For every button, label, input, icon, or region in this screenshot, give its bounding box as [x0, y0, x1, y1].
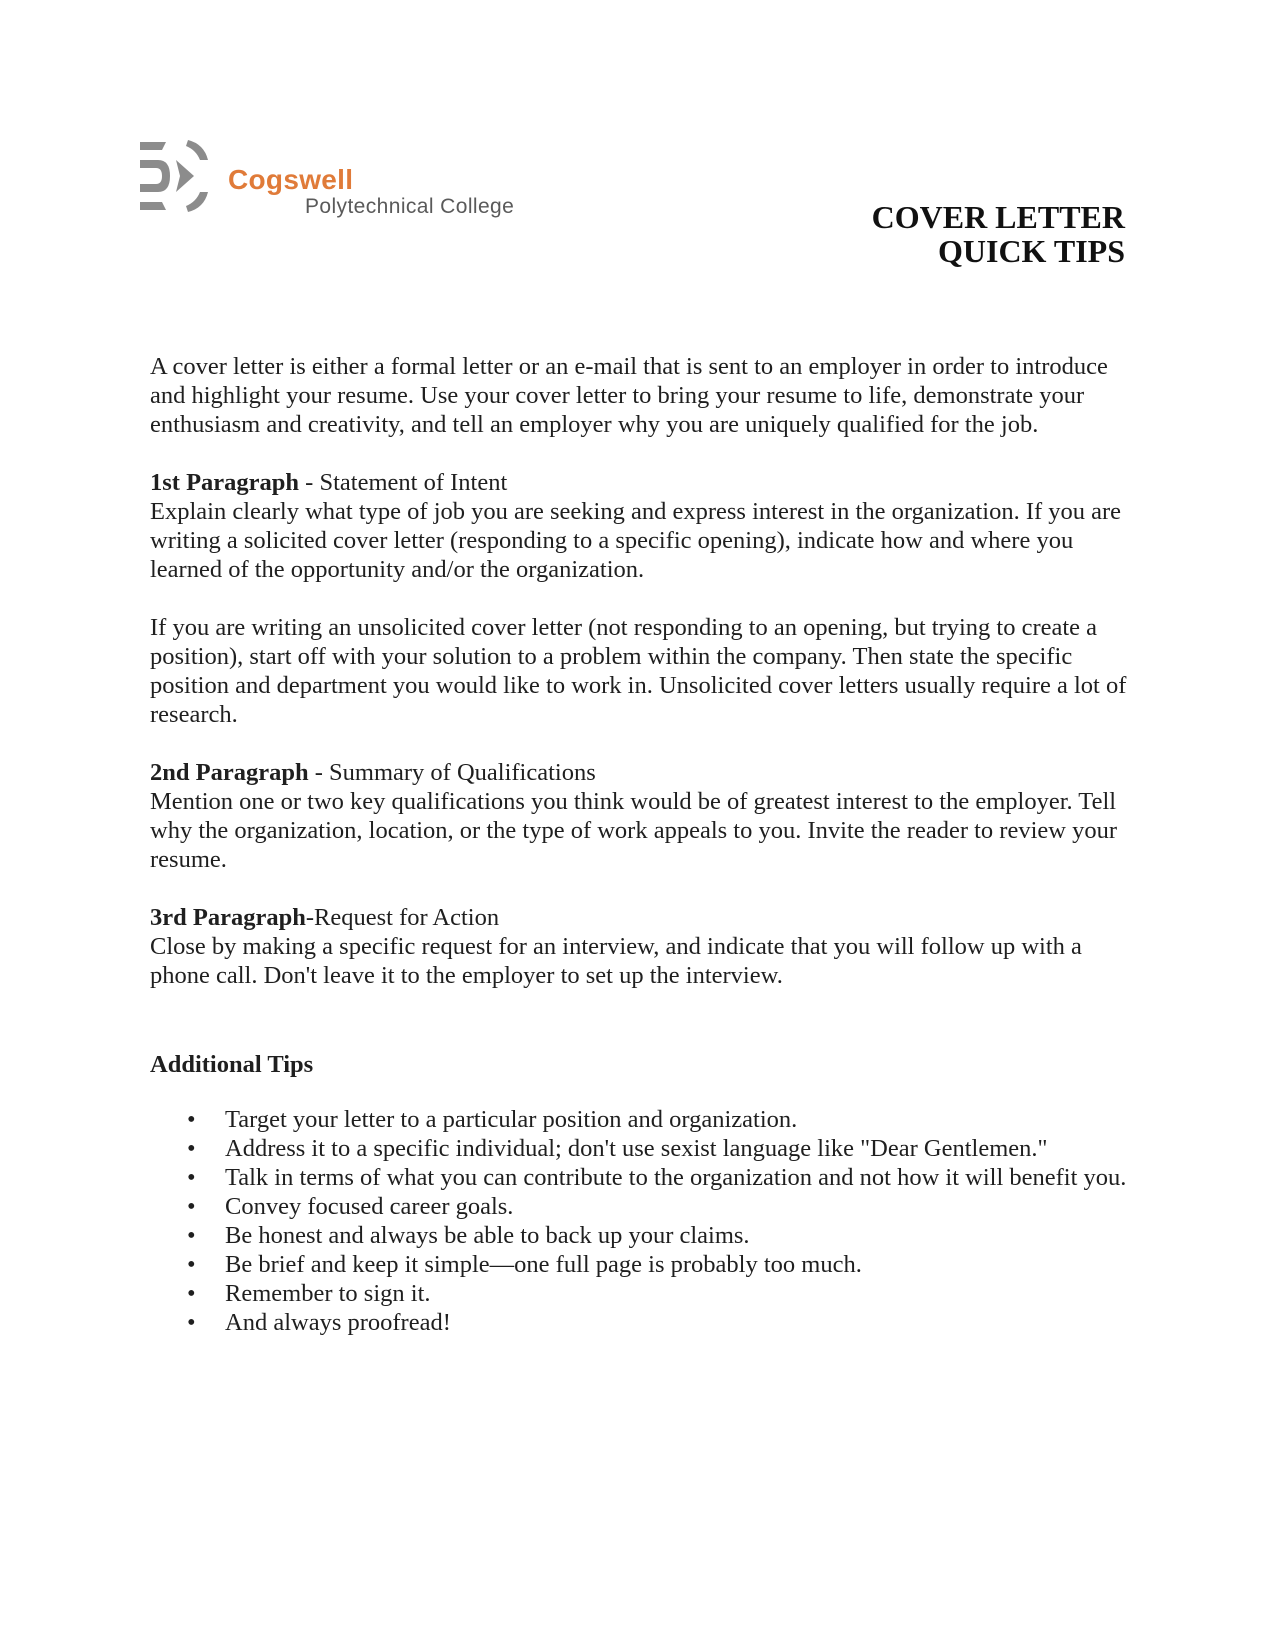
logo-college-name: Cogswell	[228, 164, 354, 195]
list-item-text: Be brief and keep it simple—one full page is probably too much.	[225, 1251, 862, 1278]
second-paragraph-heading	[150, 758, 1135, 787]
intro-paragraph: A cover letter is either a formal letter or an e-mail that is sent to an employer in order to introduce and highlight your resume. Use your cover letter to bring your resume to life, demonstrate your enthusiasm and creativity, and tell an employer why you are uniquely qualified for the job.	[150, 353, 1108, 438]
list-item-text: And always proofread!	[225, 1309, 451, 1336]
document-title	[872, 200, 1125, 268]
heading-label: 2nd Paragraph	[150, 759, 309, 786]
college-logo	[136, 138, 556, 224]
heading-separator: -	[299, 469, 320, 496]
list-item	[150, 1163, 1135, 1192]
list-item-text: Talk in terms of what you can contribute to the organization and not how it will benefit you.	[225, 1164, 1127, 1191]
bullet-icon: •	[187, 1106, 196, 1133]
heading-separator: -	[305, 904, 315, 931]
title-line-2: QUICK TIPS	[937, 233, 1125, 269]
bullet-icon: •	[187, 1251, 196, 1278]
list-item	[150, 1250, 1135, 1279]
additional-tips-heading: Additional Tips	[150, 1051, 314, 1078]
heading-label: 3rd Paragraph	[150, 904, 306, 931]
list-item	[150, 1221, 1135, 1250]
first-paragraph-heading	[150, 468, 1135, 497]
third-paragraph-heading	[150, 903, 1135, 932]
list-item	[150, 1279, 1135, 1308]
bullet-icon: •	[187, 1193, 196, 1220]
logo-college-subtitle: Polytechnical College	[305, 195, 515, 218]
list-item	[150, 1134, 1135, 1163]
list-item	[150, 1192, 1135, 1221]
additional-tips-list	[150, 1105, 1135, 1337]
list-item	[150, 1105, 1135, 1134]
heading-separator: -	[308, 759, 330, 786]
bullet-icon: •	[187, 1280, 196, 1307]
document-body	[150, 352, 1135, 1337]
title-line-1: COVER LETTER	[871, 199, 1125, 235]
list-item-text: Be honest and always be able to back up your claims.	[225, 1222, 750, 1249]
cogswell-chevron-logo-icon	[136, 138, 226, 224]
third-paragraph-body: Close by making a specific request for an interview, and indicate that you will follow up with a phone call. Don't leave it to the employer to set up the interview.	[150, 933, 1082, 989]
bullet-icon: •	[187, 1222, 196, 1249]
bullet-icon: •	[187, 1135, 196, 1162]
list-item-text: Address it to a specific individual; don't use sexist language like "Dear Gentlemen."	[225, 1135, 1048, 1162]
first-paragraph-body: Explain clearly what type of job you are seeking and express interest in the organization. If you are writing a solicited cover letter (responding to a specific opening), indicate how and where you learned of the opportunity and/or the organization.	[150, 498, 1122, 583]
unsolicited-paragraph-body: If you are writing an unsolicited cover letter (not responding to an opening, but trying to create a position), start off with your solution to a problem within the company. Then state the specific position and department you would like to work in. Unsolicited cover letters usually require a lot of research.	[150, 614, 1127, 728]
second-paragraph-body: Mention one or two key qualifications you think would be of greatest interest to the employer. Tell why the organization, location, or the type of work appeals to you. Invite the reader to review your resume.	[150, 788, 1117, 873]
bullet-icon: •	[187, 1164, 196, 1191]
heading-subtitle: Statement of Intent	[319, 469, 508, 496]
heading-subtitle: Summary of Qualifications	[329, 759, 596, 786]
list-item-text: Convey focused career goals.	[225, 1193, 514, 1220]
list-item-text: Target your letter to a particular position and organization.	[225, 1106, 798, 1133]
heading-label: 1st Paragraph	[150, 469, 300, 496]
heading-subtitle: Request for Action	[314, 904, 500, 931]
list-item-text: Remember to sign it.	[225, 1280, 431, 1307]
bullet-icon: •	[187, 1309, 196, 1336]
list-item	[150, 1308, 1135, 1337]
